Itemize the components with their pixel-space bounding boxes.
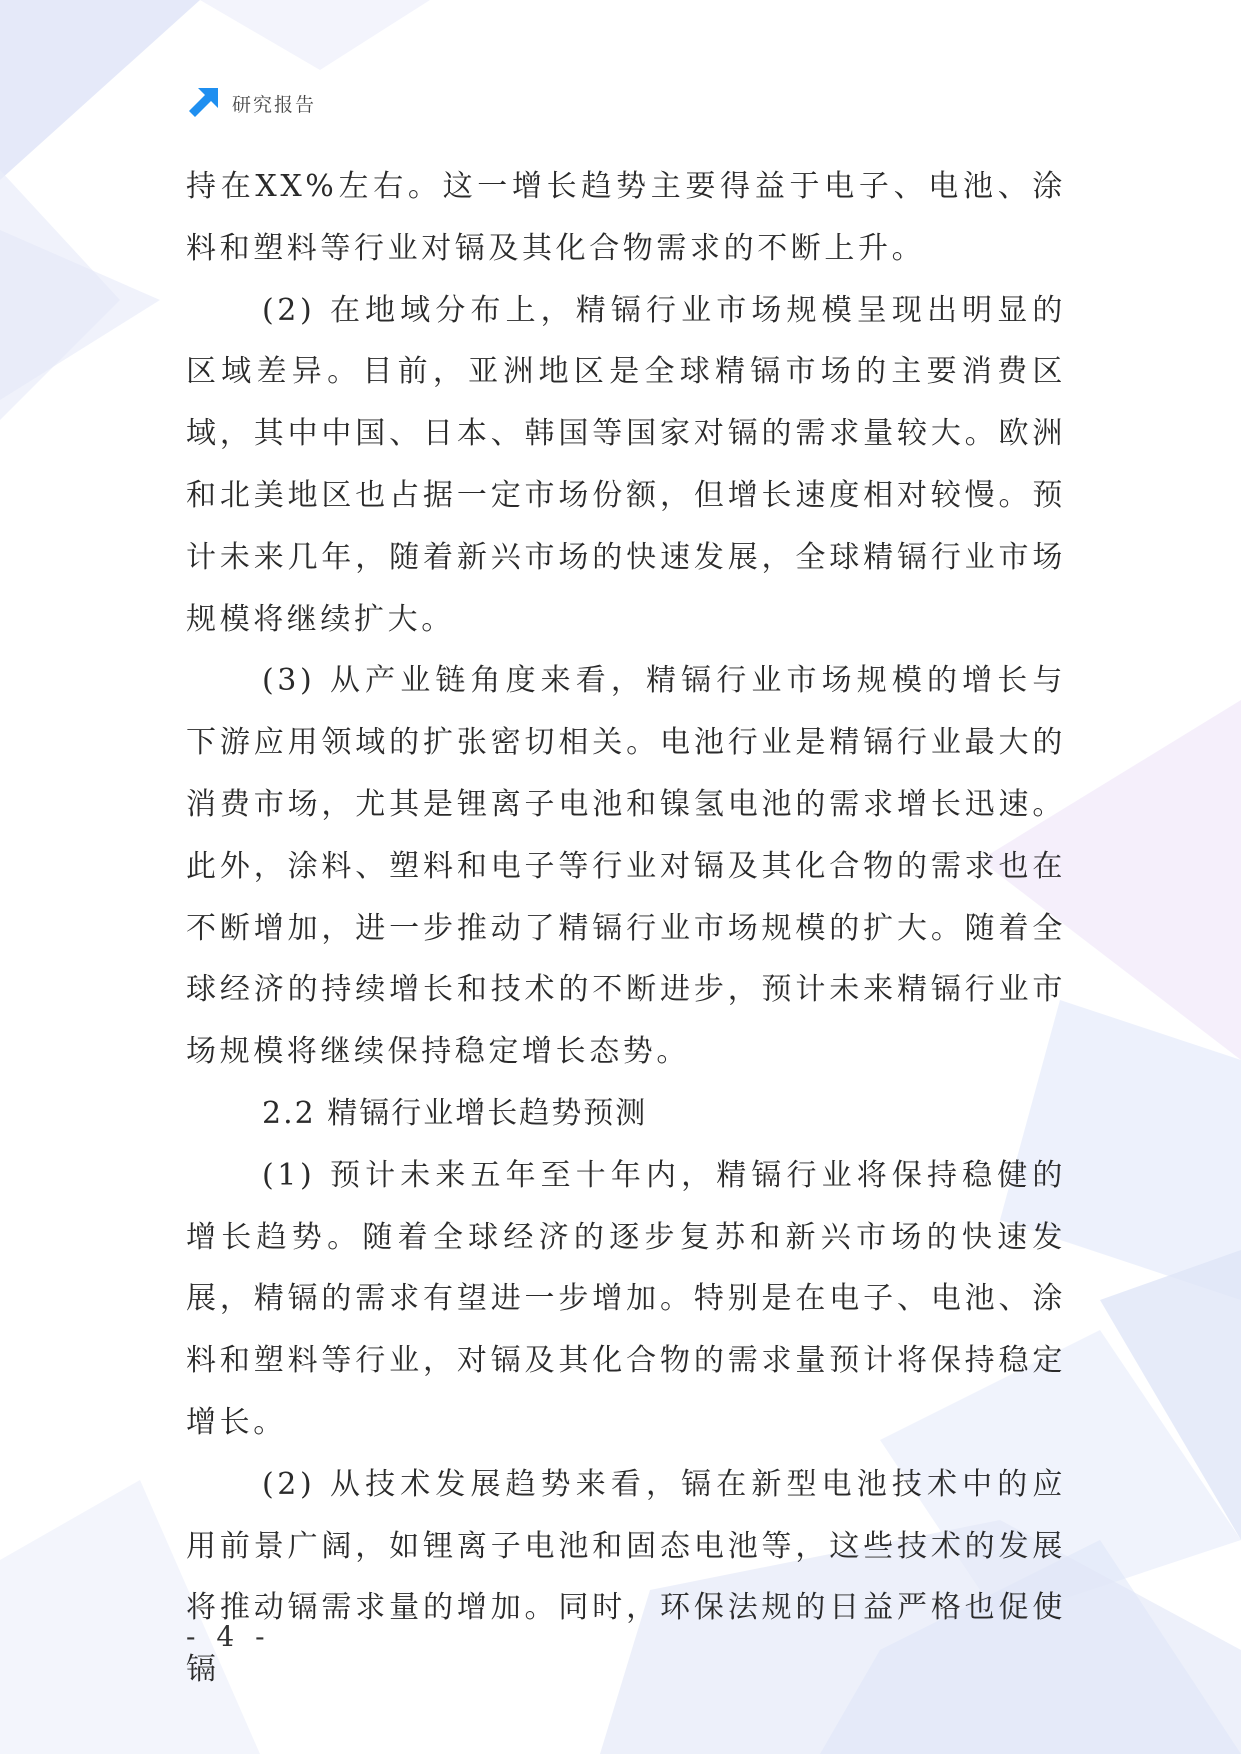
paragraph-continuation: 持在XX%左右。这一增长趋势主要得益于电子、电池、涂料和塑料等行业对镉及其化合物需求的不断上升。 (186, 169, 1066, 266)
paragraph-technology-trend: (2) 从技术发展趋势来看，镉在新型电池技术中的应用前景广阔，如锂离子电池和固态电池等，这些技术的发展将推动镉需求量的增加。同时，环保法规的日益严格也促使镉 (186, 1466, 1066, 1688)
page-number: - 4 - (186, 1620, 271, 1653)
arrow-up-right-icon (186, 86, 220, 120)
paragraph-growth-forecast: (1) 预计未来五年至十年内，精镉行业将保持稳健的增长趋势。随着全球经济的逐步复苏和新兴市场的快速发展，精镉的需求有望进一步增加。特别是在电子、电池、涂料和塑料等行业，对镉及其化合物的需求量预计将保持稳定增长。 (186, 1157, 1066, 1440)
document-body (186, 156, 1066, 1701)
paragraph-regional-distribution: (2) 在地域分布上，精镉行业市场规模呈现出明显的区域差异。目前，亚洲地区是全球精镉市场的主要消费区域，其中中国、日本、韩国等国家对镉的需求量较大。欧洲和北美地区也占据一定市场份额，但增长速度相对较慢。预计未来几年，随着新兴市场的快速发展，全球精镉行业市场规模将继续扩大。 (186, 292, 1066, 637)
header-title: 研究报告 (232, 93, 317, 116)
report-header (186, 86, 316, 120)
paragraph-industry-chain: (3) 从产业链角度来看，精镉行业市场规模的增长与下游应用领域的扩张密切相关。电池行业是精镉行业最大的消费市场，尤其是锂离子电池和镍氢电池的需求增长迅速。此外，涂料、塑料和电子等行业对镉及其化合物的需求也在不断增加，进一步推动了精镉行业市场规模的扩大。随着全球经济的持续增长和技术的不断进步，预计未来精镉行业市场规模将继续保持稳定增长态势。 (186, 663, 1066, 1070)
section-heading: 2.2 精镉行业增长趋势预测 (262, 1095, 648, 1131)
